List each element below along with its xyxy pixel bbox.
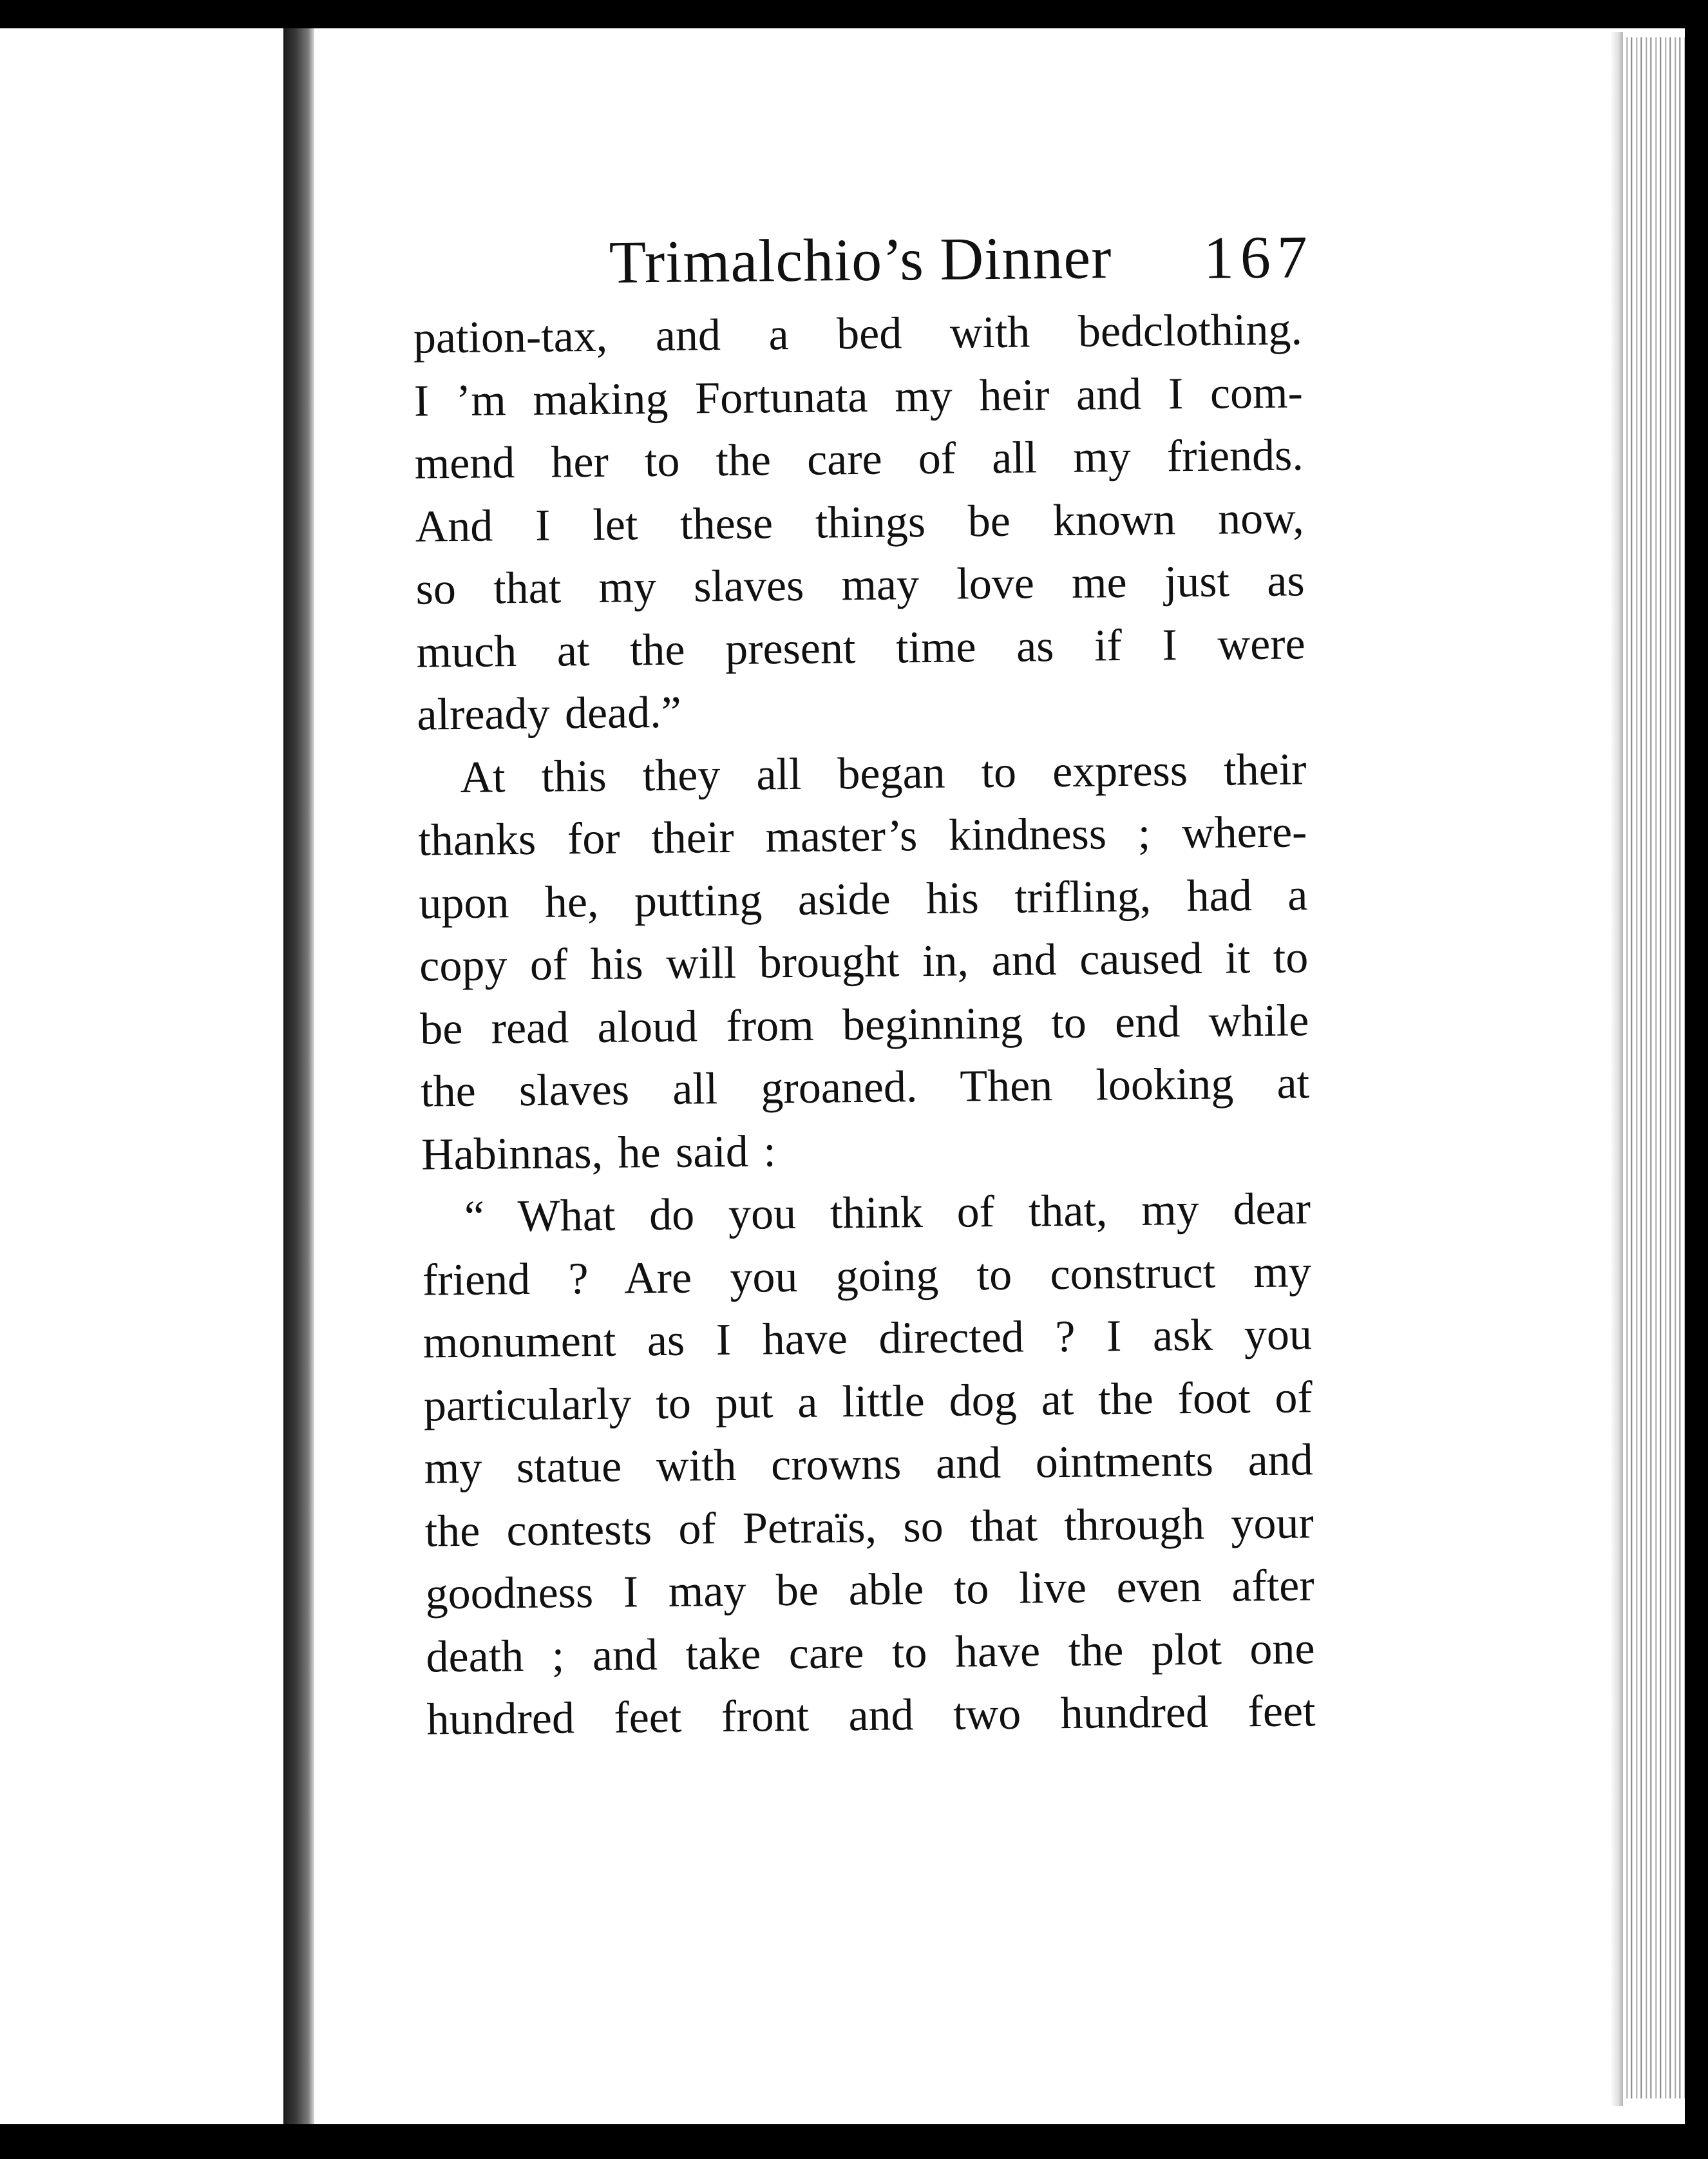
book-page <box>412 202 1316 1751</box>
text-line: And I let these things be known now, <box>415 493 1305 552</box>
page-number: 167 <box>1203 224 1314 292</box>
page-block-edges <box>1623 37 1685 2098</box>
text-line: thanks for their master’s kindness ; where- <box>418 807 1307 866</box>
text-line: death ; and take care to have the plot one <box>426 1623 1315 1682</box>
text-line: monument as I have directed ? I ask you <box>422 1309 1313 1368</box>
running-head-title: Trimalchio’s Dinner <box>609 224 1112 296</box>
text-line: already dead.” <box>417 687 682 740</box>
text-line: friend ? Are you going to construct my <box>422 1246 1312 1306</box>
text-line: At this they all began to express their <box>460 744 1307 803</box>
text-line: particularly to put a little dog at the foot of <box>423 1372 1313 1431</box>
running-head <box>412 202 1314 307</box>
text-line: Habinnas, he said : <box>421 1126 777 1180</box>
facing-page-edge <box>0 28 283 2124</box>
text-line: be read aloud from beginning to end while <box>419 995 1309 1054</box>
text-line: pation-tax, and a bed with bedclothing. <box>413 305 1303 363</box>
book-gutter <box>283 28 314 2124</box>
page-edge-shading <box>1610 32 1623 2106</box>
text-line: much at the present time as if I were <box>416 618 1305 678</box>
text-line: goodness I may be able to live even after <box>425 1561 1314 1619</box>
scan-border-bottom <box>0 2124 1708 2159</box>
text-line: my statue with crowns and ointments and <box>424 1435 1314 1494</box>
text-line: so that my slaves may love me just as <box>415 556 1305 614</box>
body-text <box>413 298 1315 1751</box>
text-line: hundred feet front and two hundred feet <box>426 1686 1316 1745</box>
text-line: the slaves all groaned. Then looking at <box>420 1058 1310 1117</box>
text-line: I ’m making Fortunata my heir and I com- <box>413 367 1304 426</box>
text-line: the contests of Petraïs, so that through your <box>424 1498 1314 1557</box>
text-line: copy of his will brought in, and caused it to <box>419 933 1309 991</box>
text-line: mend her to the care of all my friends. <box>414 430 1304 489</box>
text-line: upon he, putting aside his trifling, had a <box>418 870 1308 929</box>
scan-border-right <box>1685 0 1708 2159</box>
text-line: “ What do you think of that, my dear <box>464 1184 1311 1242</box>
